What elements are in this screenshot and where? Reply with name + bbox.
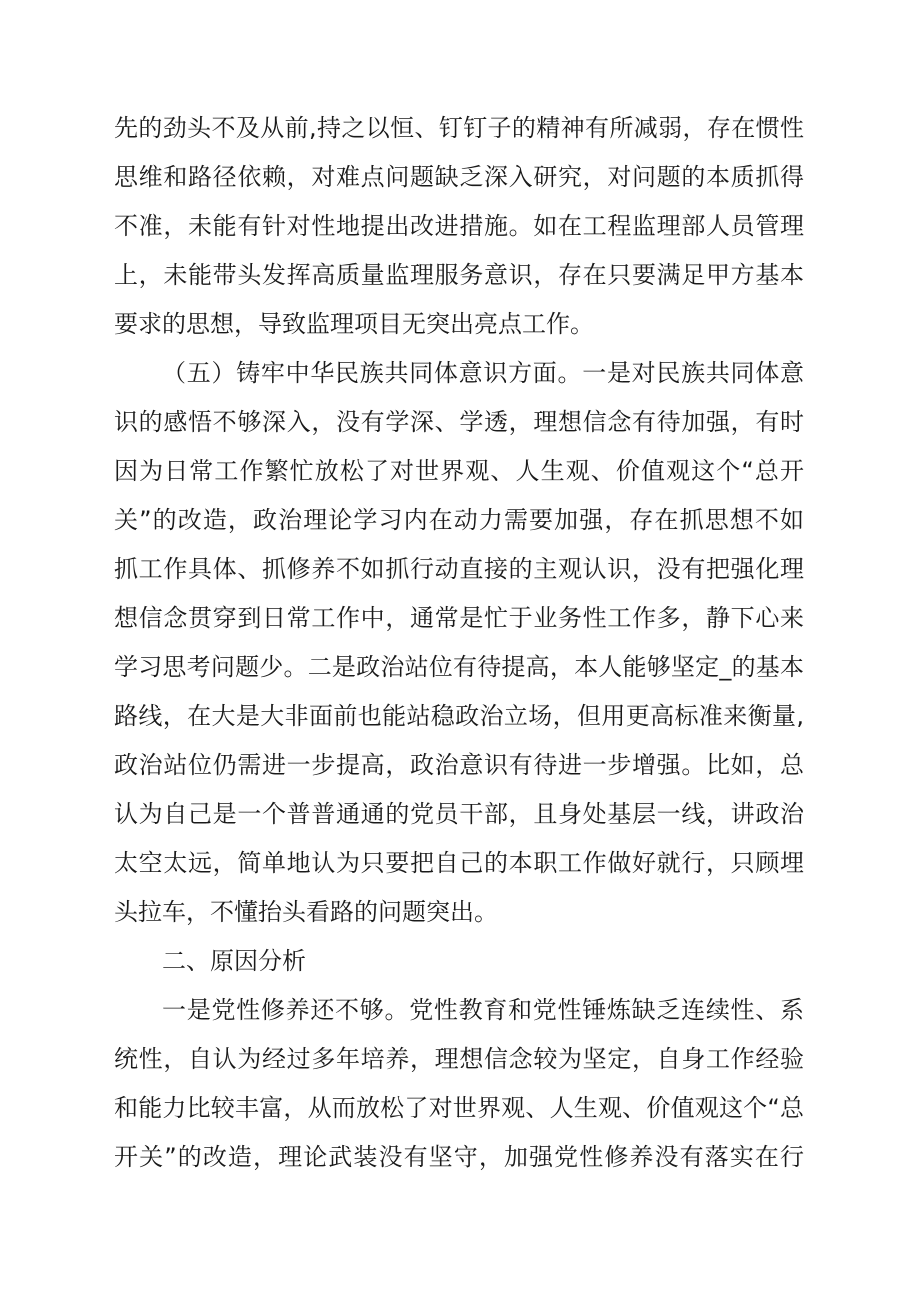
text-line: 政治站位仍需进一步提高，政治意识有待进一步增强。比如，总 [114,751,804,779]
section-heading: 二、原因分析 [162,947,306,975]
text-line: 思维和路径依赖，对难点问题缺乏深入研究，对问题的本质抓得 [114,163,804,191]
text-line: 认为自己是一个普普通通的党员干部，且身处基层一线，讲政治 [114,800,804,828]
text-line: 路线，在大是大非面前也能站稳政治立场，但用更高标准来衡量, [114,702,804,730]
text-line: 一是党性修养还不够。党性教育和党性锤炼缺乏连续性、系 [162,996,804,1024]
text-line: （五）铸牢中华民族共同体意识方面。一是对民族共同体意 [162,359,804,387]
text-line: 统性，自认为经过多年培养，理想信念较为坚定，自身工作经验 [114,1045,804,1073]
text-line: 想信念贯穿到日常工作中，通常是忙于业务性工作多，静下心来 [114,604,804,632]
text-line: 要求的思想，导致监理项目无突出亮点工作。 [114,310,594,338]
text-line: 识的感悟不够深入，没有学深、学透，理想信念有待加强，有时 [114,408,804,436]
text-line: 开关”的改造，理论武装没有坚守，加强党性修养没有落实在行 [114,1143,804,1171]
text-line: 上，未能带头发挥高质量监理服务意识，存在只要满足甲方基本 [114,261,804,289]
text-line: 头拉车，不懂抬头看路的问题突出。 [114,898,498,926]
text-line: 先的劲头不及从前,持之以恒、钉钉子的精神有所减弱，存在惯性 [114,114,804,142]
text-line: 因为日常工作繁忙放松了对世界观、人生观、价值观这个“总开 [114,457,804,485]
text-line: 抓工作具体、抓修养不如抓行动直接的主观认识，没有把强化理 [114,555,804,583]
text-line: 不准，未能有针对性地提出改进措施。如在工程监理部人员管理 [114,212,804,240]
text-line: 关”的改造，政治理论学习内在动力需要加强，存在抓思想不如 [114,506,804,534]
text-line: 太空太远，简单地认为只要把自己的本职工作做好就行，只顾埋 [114,849,804,877]
text-line: 和能力比较丰富，从而放松了对世界观、人生观、价值观这个“总 [114,1094,804,1122]
text-line: 学习思考问题少。二是政治站位有待提高，本人能够坚定_的基本 [114,653,804,681]
